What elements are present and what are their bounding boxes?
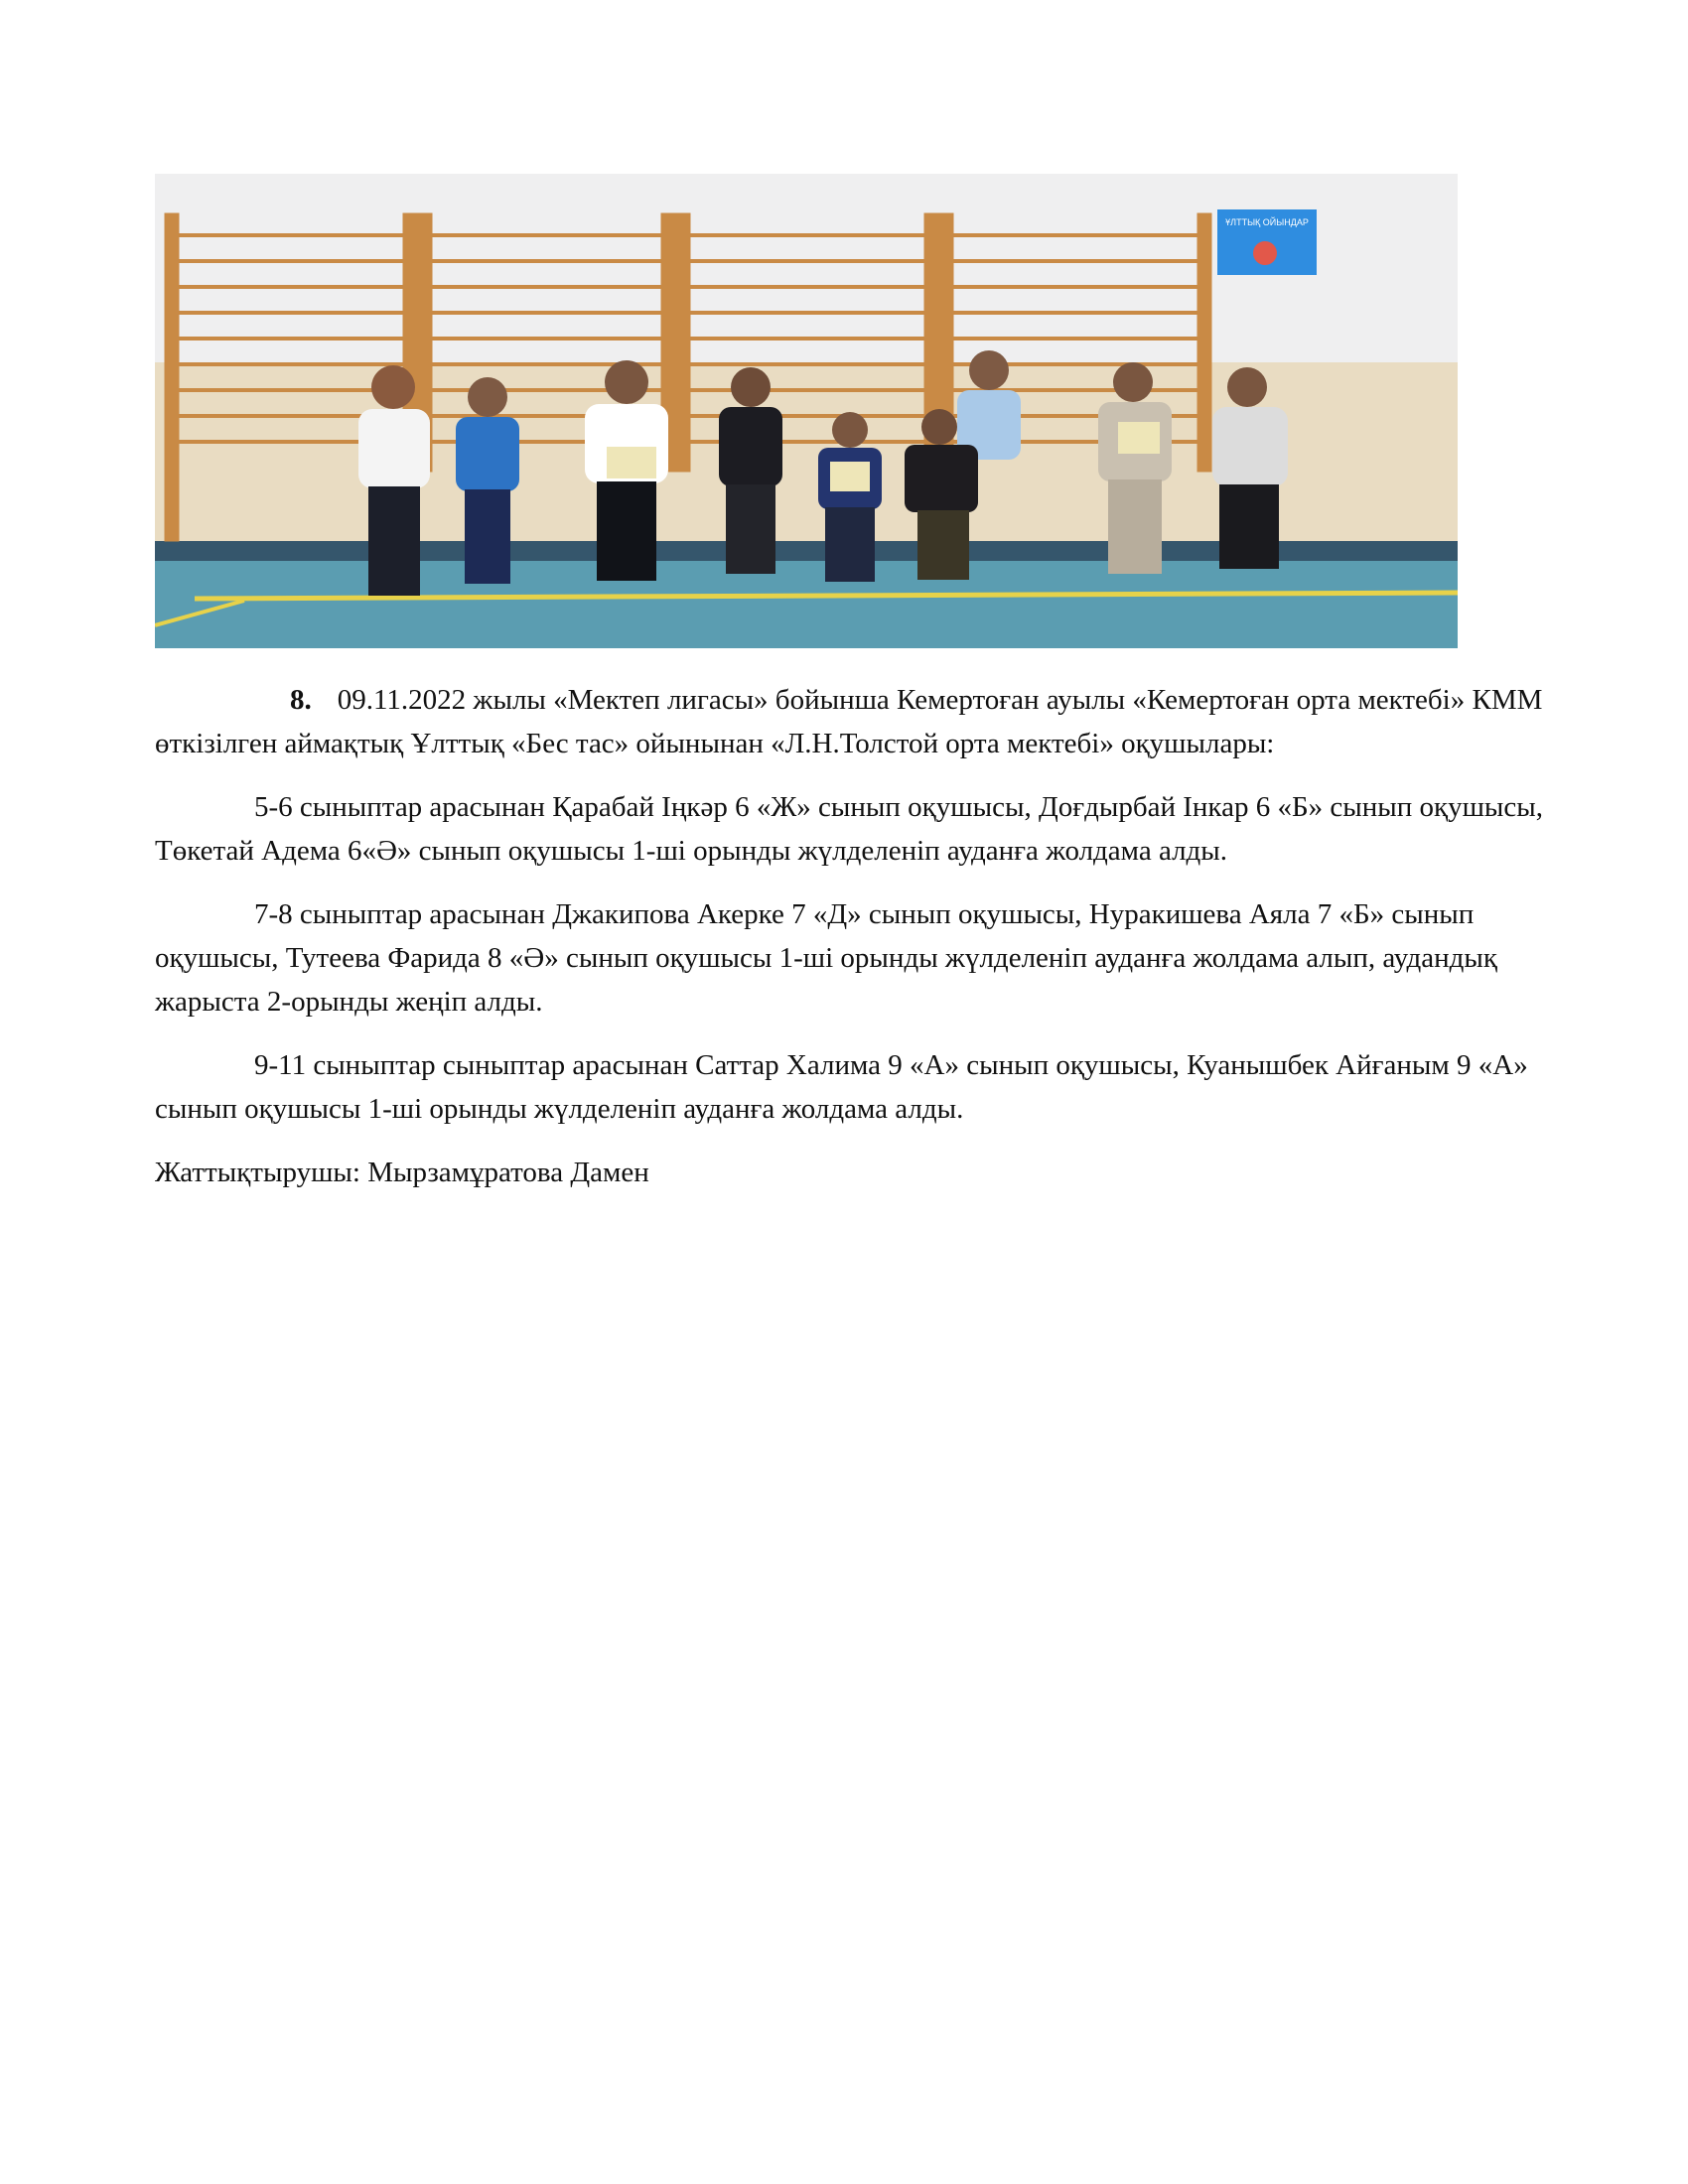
coach-line: Жаттықтырушы: Мырзамұратова Дамен [155, 1157, 649, 1188]
document-body [155, 678, 1565, 1214]
paragraph-grades-9-11: 9-11 сыныптар сыныптар арасынан Саттар Халима 9 «А» сынып оқушысы, Куанышбек Айғаным 9 «А» сынып оқушысы 1-ші орынды жүлделеніп ауданға жолдама алды. [155, 1049, 1528, 1125]
section-intro [155, 678, 1565, 765]
paragraph-grades-7-8: 7-8 сыныптар арасынан Джакипова Акерке 7 «Д» сынып оқушысы, Нуракишева Аяла 7 «Б» сынып оқушысы, Тутеева Фарида 8 «Ә» сынып оқушысы 1-ші орынды жүлделеніп ауданға жолдама алып, аудандық жарыста 2-орынды жеңіп алды. [155, 898, 1497, 1018]
poster-text: ҰЛТТЫҚ ОЙЫНДАР [1225, 217, 1309, 227]
gym-photo-illustration [155, 174, 1458, 648]
poster-graphic [1253, 241, 1277, 265]
bar-post [676, 213, 690, 472]
paragraph-grades-5-6: 5-6 сыныптар арасынан Қарабай Іңкәр 6 «Ж» сынып оқушысы, Доғдырбай Інкар 6 «Б» сынып оқушысы, Төкетай Адема 6«Ә» сынып оқушысы 1-ші орынды жүлделеніп ауданға жолдама алды. [155, 791, 1543, 867]
bar-post [1197, 213, 1211, 472]
group-photo [155, 174, 1458, 648]
section-intro-text: 09.11.2022 жылы «Мектеп лигасы» бойынша Кемертоған ауылы «Кемертоған орта мектебі» КММ өткізілген аймақтық Ұлттық «Бес тас» ойынынан «Л.Н.Толстой орта мектебі» оқушылары: [155, 684, 1543, 759]
section-number: 8. [290, 684, 312, 716]
